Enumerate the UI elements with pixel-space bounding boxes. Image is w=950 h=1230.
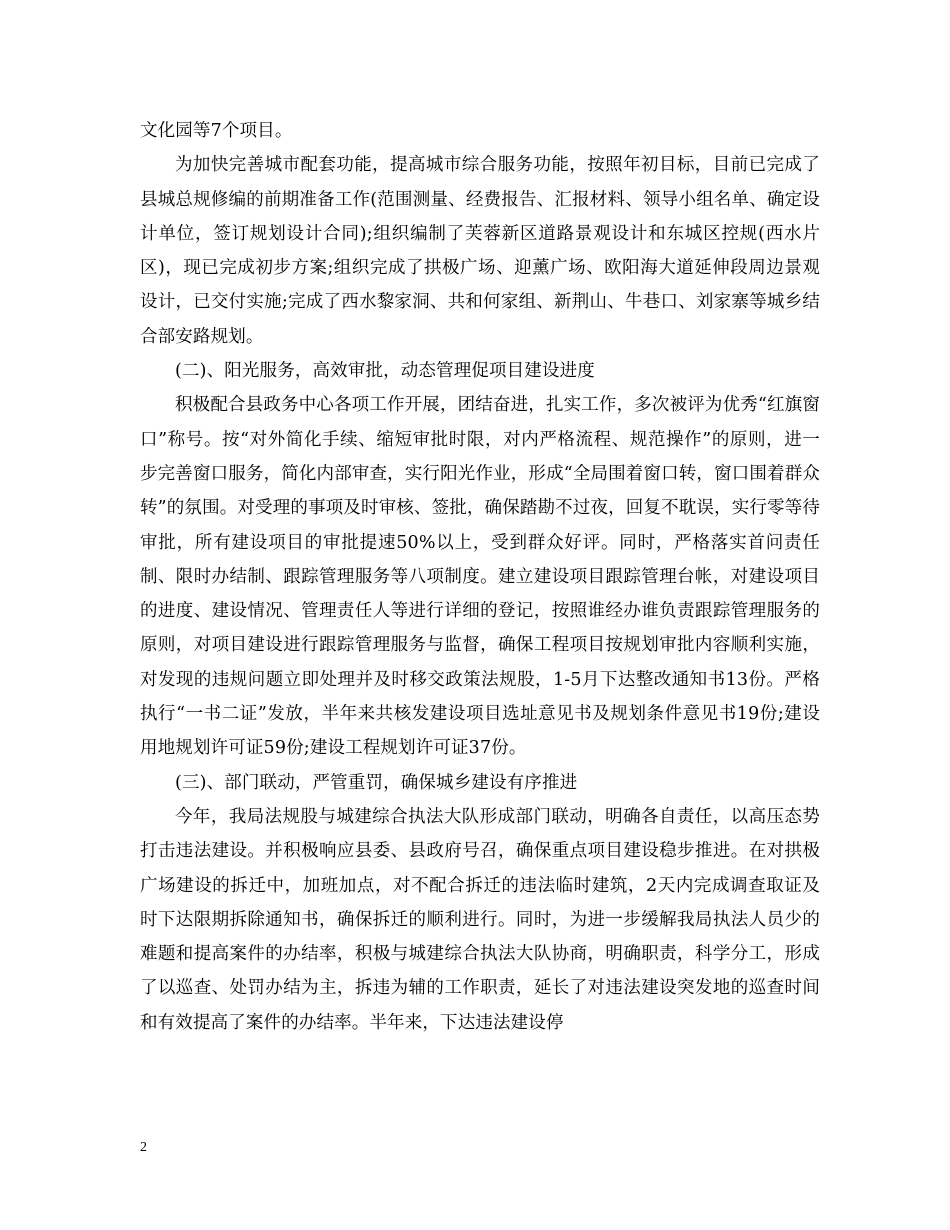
- page-number: 2: [140, 1140, 147, 1155]
- paragraph-continuation: 文化园等7个项目。: [140, 121, 293, 141]
- section-heading-2: (二)、阳光服务，高效审批，动态管理促项目建设进度: [175, 361, 595, 382]
- paragraph-approval-service: 积极配合县政务中心各项工作开展，团结奋进，扎实工作，多次被评为优秀“红旗窗口”称号。按“对外简化手续、缩短审批时限，对内严格流程、规范操作”的原则，进一步完善窗口服务，简化内部审查，实行阳光作业，形成“全局围着窗口转，窗口围着群众转”的氛围。对受理的事项及时审核、签批，确保踏勘不过夜，回复不耽误，实行零等待审批，所有建设项目的审批提速50%以上，受到群众好评。同时，严格落实首问责任制、限时办结制、跟踪管理服务等八项制度。建立建设项目跟踪管理台帐，对建设项目的进度、建设情况、管理责任人等进行详细的登记，按照谁经办谁负责跟踪管理服务的原则，对项目建设进行跟踪管理服务与监督，确保工程项目按规划审批内容顺利实施，对发现的违规问题立即处理并及时移交政策法规股，1-5月下达整改通知书13份。严格执行“一书二证”发放，半年来共核发建设项目选址意见书及规划条件意见书19份;建设用地规划许可证59份;建设工程规划许可证37份。: [140, 395, 820, 759]
- document-body: [140, 114, 820, 1040]
- paragraph-urban-planning: 为加快完善城市配套功能，提高城市综合服务功能，按照年初目标，目前已完成了县城总规修编的前期准备工作(范围测量、经费报告、汇报材料、领导小组名单、确定设计单位，签订规划设计合同);组织编制了芙蓉新区道路景观设计和东城区控规(西水片区)，现已完成初步方案;组织完成了拱极广场、迎薰广场、欧阳海大道延伸段周边景观设计，已交付实施;完成了西水黎家洞、共和何家组、新荆山、牛巷口、刘家寨等城乡结合部安路规划。: [140, 155, 820, 347]
- section-heading-3: (三)、部门联动，严管重罚，确保城乡建设有序推进: [175, 772, 578, 793]
- paragraph-enforcement: 今年，我局法规股与城建综合执法大队形成部门联动，明确各自责任，以高压态势打击违法建设。并积极响应县委、县政府号召，确保重点项目建设稳步推进。在对拱极广场建设的拆迁中，加班加点，对不配合拆迁的违法临时建筑，2天内完成调查取证及时下达限期拆除通知书，确保拆迁的顺利进行。同时，为进一步缓解我局执法人员少的难题和提高案件的办结率，积极与城建综合执法大队协商，明确职责，科学分工，形成了以巡查、处罚办结为主，拆违为辅的工作职责，延长了对违法建设突发地的巡查时间和有效提高了案件的办结率。半年来，下达违法建设停: [140, 806, 820, 1033]
